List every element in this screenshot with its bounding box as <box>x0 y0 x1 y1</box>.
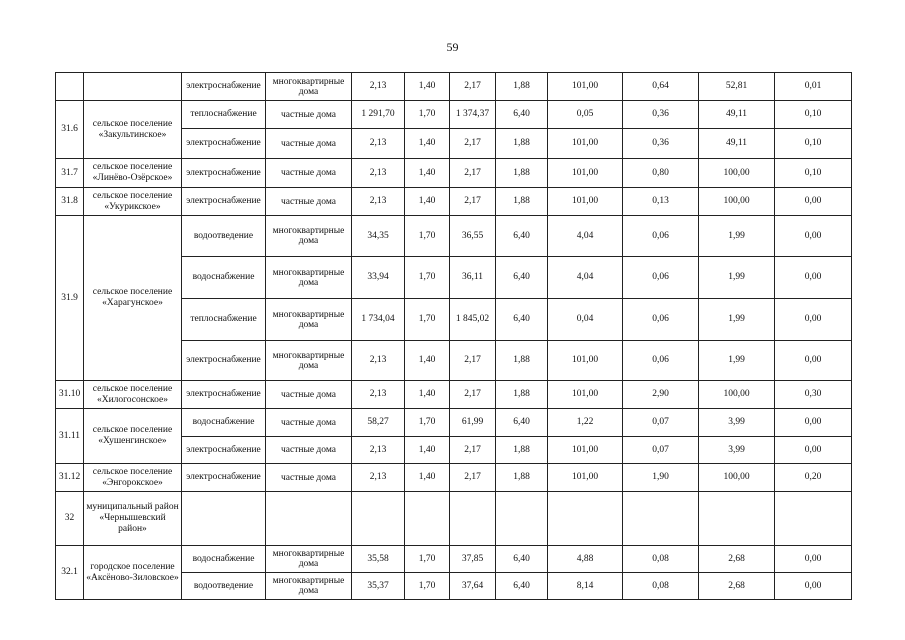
empty-cell <box>352 492 405 546</box>
value-cell: 100,00 <box>699 381 775 409</box>
value-cell: 2,13 <box>352 188 405 216</box>
service-cell: теплоснабжение <box>182 101 266 129</box>
settlement-cell <box>84 73 182 101</box>
empty-cell <box>450 492 496 546</box>
row-number-cell: 31.10 <box>56 381 84 409</box>
value-cell: 1,40 <box>405 159 450 188</box>
empty-cell <box>182 492 266 546</box>
table-row <box>56 216 852 257</box>
table-row <box>56 159 852 188</box>
value-cell: 0,36 <box>623 101 699 129</box>
value-cell: 8,14 <box>548 573 623 600</box>
value-cell: 35,37 <box>352 573 405 600</box>
value-cell: 1,88 <box>496 188 548 216</box>
tariff-table <box>55 72 852 600</box>
value-cell: 1,88 <box>496 341 548 381</box>
value-cell: 1,70 <box>405 216 450 257</box>
empty-cell <box>623 492 699 546</box>
value-cell: 2,17 <box>450 159 496 188</box>
value-cell: 2,13 <box>352 129 405 159</box>
row-number-cell: 31.6 <box>56 101 84 159</box>
value-cell: 1,88 <box>496 381 548 409</box>
value-cell: 37,64 <box>450 573 496 600</box>
value-cell: 1,99 <box>699 299 775 341</box>
value-cell: 58,27 <box>352 409 405 437</box>
value-cell: 6,40 <box>496 409 548 437</box>
service-cell: водоотведение <box>182 216 266 257</box>
row-number-cell: 32.1 <box>56 546 84 600</box>
table-row <box>56 492 852 546</box>
value-cell: 0,08 <box>623 546 699 573</box>
value-cell: 1,40 <box>405 464 450 492</box>
value-cell: 1,88 <box>496 464 548 492</box>
value-cell: 2,17 <box>450 381 496 409</box>
value-cell: 33,94 <box>352 257 405 299</box>
value-cell: 6,40 <box>496 546 548 573</box>
value-cell: 0,00 <box>775 437 852 464</box>
empty-cell <box>405 492 450 546</box>
value-cell: 1,22 <box>548 409 623 437</box>
building-cell: частные дома <box>266 159 352 188</box>
empty-cell <box>266 492 352 546</box>
value-cell: 52,81 <box>699 73 775 101</box>
value-cell: 2,17 <box>450 129 496 159</box>
value-cell: 0,00 <box>775 546 852 573</box>
building-cell: многоквартирные дома <box>266 341 352 381</box>
building-cell: частные дома <box>266 437 352 464</box>
value-cell: 1,88 <box>496 129 548 159</box>
row-number-cell: 32 <box>56 492 84 546</box>
value-cell: 2,13 <box>352 73 405 101</box>
building-cell: частные дома <box>266 129 352 159</box>
value-cell: 101,00 <box>548 159 623 188</box>
row-number-cell: 31.12 <box>56 464 84 492</box>
value-cell: 61,99 <box>450 409 496 437</box>
value-cell: 101,00 <box>548 341 623 381</box>
value-cell: 37,85 <box>450 546 496 573</box>
value-cell: 2,13 <box>352 381 405 409</box>
settlement-cell: сельское поселение «Линёво-Озёрское» <box>84 159 182 188</box>
table-row <box>56 381 852 409</box>
value-cell: 1 374,37 <box>450 101 496 129</box>
service-cell: электроснабжение <box>182 129 266 159</box>
value-cell: 0,08 <box>623 573 699 600</box>
value-cell: 4,04 <box>548 216 623 257</box>
value-cell: 1,70 <box>405 409 450 437</box>
settlement-cell: сельское поселение «Закультинское» <box>84 101 182 159</box>
value-cell: 1,88 <box>496 73 548 101</box>
row-number-cell <box>56 73 84 101</box>
value-cell: 2,13 <box>352 464 405 492</box>
value-cell: 101,00 <box>548 188 623 216</box>
value-cell: 0,10 <box>775 129 852 159</box>
settlement-cell: сельское поселение «Укурикское» <box>84 188 182 216</box>
building-cell: частные дома <box>266 409 352 437</box>
value-cell: 1,40 <box>405 341 450 381</box>
value-cell: 0,07 <box>623 409 699 437</box>
value-cell: 101,00 <box>548 464 623 492</box>
value-cell: 100,00 <box>699 188 775 216</box>
value-cell: 1 845,02 <box>450 299 496 341</box>
value-cell: 0,10 <box>775 101 852 129</box>
table-row <box>56 464 852 492</box>
service-cell: электроснабжение <box>182 188 266 216</box>
value-cell: 1,99 <box>699 341 775 381</box>
value-cell: 6,40 <box>496 573 548 600</box>
value-cell: 0,00 <box>775 299 852 341</box>
value-cell: 0,30 <box>775 381 852 409</box>
value-cell: 2,13 <box>352 159 405 188</box>
service-cell: электроснабжение <box>182 381 266 409</box>
value-cell: 0,13 <box>623 188 699 216</box>
settlement-cell: сельское поселение «Харагунское» <box>84 216 182 381</box>
table-row <box>56 101 852 129</box>
settlement-cell: сельское поселение «Хушенгинское» <box>84 409 182 464</box>
value-cell: 100,00 <box>699 159 775 188</box>
value-cell: 36,11 <box>450 257 496 299</box>
empty-cell <box>775 492 852 546</box>
table-row <box>56 73 852 101</box>
value-cell: 2,68 <box>699 546 775 573</box>
value-cell: 3,99 <box>699 409 775 437</box>
value-cell: 6,40 <box>496 257 548 299</box>
value-cell: 101,00 <box>548 129 623 159</box>
table-row <box>56 546 852 573</box>
value-cell: 0,05 <box>548 101 623 129</box>
table-row <box>56 188 852 216</box>
value-cell: 6,40 <box>496 216 548 257</box>
value-cell: 101,00 <box>548 437 623 464</box>
value-cell: 1 734,04 <box>352 299 405 341</box>
row-number-cell: 31.8 <box>56 188 84 216</box>
value-cell: 1,70 <box>405 546 450 573</box>
empty-cell <box>548 492 623 546</box>
value-cell: 0,00 <box>775 216 852 257</box>
building-cell: частные дома <box>266 188 352 216</box>
value-cell: 2,17 <box>450 73 496 101</box>
value-cell: 1,40 <box>405 73 450 101</box>
value-cell: 36,55 <box>450 216 496 257</box>
service-cell: водоснабжение <box>182 257 266 299</box>
value-cell: 1,70 <box>405 573 450 600</box>
value-cell: 0,00 <box>775 573 852 600</box>
value-cell: 0,36 <box>623 129 699 159</box>
value-cell: 101,00 <box>548 381 623 409</box>
value-cell: 0,10 <box>775 159 852 188</box>
value-cell: 0,00 <box>775 341 852 381</box>
building-cell: частные дома <box>266 381 352 409</box>
row-number-cell: 31.11 <box>56 409 84 464</box>
service-cell: электроснабжение <box>182 437 266 464</box>
value-cell: 2,13 <box>352 341 405 381</box>
value-cell: 6,40 <box>496 101 548 129</box>
value-cell: 1,70 <box>405 257 450 299</box>
value-cell: 3,99 <box>699 437 775 464</box>
value-cell: 0,07 <box>623 437 699 464</box>
value-cell: 1,70 <box>405 299 450 341</box>
building-cell: многоквартирные дома <box>266 573 352 600</box>
service-cell: водоснабжение <box>182 409 266 437</box>
value-cell: 0,00 <box>775 257 852 299</box>
value-cell: 0,04 <box>548 299 623 341</box>
value-cell: 2,90 <box>623 381 699 409</box>
value-cell: 4,88 <box>548 546 623 573</box>
value-cell: 1,40 <box>405 129 450 159</box>
value-cell: 2,17 <box>450 341 496 381</box>
page-number: 59 <box>446 40 459 54</box>
service-cell: водоснабжение <box>182 546 266 573</box>
value-cell: 34,35 <box>352 216 405 257</box>
service-cell: электроснабжение <box>182 341 266 381</box>
value-cell: 2,13 <box>352 437 405 464</box>
value-cell: 0,00 <box>775 409 852 437</box>
value-cell: 0,20 <box>775 464 852 492</box>
row-number-cell: 31.9 <box>56 216 84 381</box>
value-cell: 49,11 <box>699 101 775 129</box>
empty-cell <box>699 492 775 546</box>
service-cell: электроснабжение <box>182 73 266 101</box>
value-cell: 0,06 <box>623 257 699 299</box>
value-cell: 1,99 <box>699 216 775 257</box>
value-cell: 0,06 <box>623 299 699 341</box>
settlement-cell: муниципальный район «Чернышевский район» <box>84 492 182 546</box>
value-cell: 0,80 <box>623 159 699 188</box>
value-cell: 0,06 <box>623 216 699 257</box>
service-cell: водоотведение <box>182 573 266 600</box>
value-cell: 1,90 <box>623 464 699 492</box>
value-cell: 1 291,70 <box>352 101 405 129</box>
value-cell: 1,88 <box>496 437 548 464</box>
table-row <box>56 409 852 437</box>
value-cell: 2,17 <box>450 437 496 464</box>
building-cell: многоквартирные дома <box>266 299 352 341</box>
value-cell: 1,99 <box>699 257 775 299</box>
value-cell: 0,00 <box>775 188 852 216</box>
value-cell: 1,40 <box>405 188 450 216</box>
value-cell: 49,11 <box>699 129 775 159</box>
service-cell: теплоснабжение <box>182 299 266 341</box>
settlement-cell: городское поселение «Аксёново-Зиловское» <box>84 546 182 600</box>
value-cell: 0,06 <box>623 341 699 381</box>
building-cell: многоквартирные дома <box>266 216 352 257</box>
building-cell: многоквартирные дома <box>266 257 352 299</box>
value-cell: 2,68 <box>699 573 775 600</box>
value-cell: 1,40 <box>405 437 450 464</box>
building-cell: частные дома <box>266 464 352 492</box>
value-cell: 1,40 <box>405 381 450 409</box>
building-cell: многоквартирные дома <box>266 546 352 573</box>
value-cell: 0,01 <box>775 73 852 101</box>
value-cell: 35,58 <box>352 546 405 573</box>
building-cell: частные дома <box>266 101 352 129</box>
value-cell: 4,04 <box>548 257 623 299</box>
value-cell: 1,70 <box>405 101 450 129</box>
row-number-cell: 31.7 <box>56 159 84 188</box>
settlement-cell: сельское поселение «Энгорокское» <box>84 464 182 492</box>
value-cell: 1,88 <box>496 159 548 188</box>
building-cell: многоквартирные дома <box>266 73 352 101</box>
service-cell: электроснабжение <box>182 159 266 188</box>
value-cell: 2,17 <box>450 188 496 216</box>
settlement-cell: сельское поселение «Хилогосонское» <box>84 381 182 409</box>
value-cell: 2,17 <box>450 464 496 492</box>
value-cell: 101,00 <box>548 73 623 101</box>
value-cell: 0,64 <box>623 73 699 101</box>
empty-cell <box>496 492 548 546</box>
value-cell: 100,00 <box>699 464 775 492</box>
service-cell: электроснабжение <box>182 464 266 492</box>
value-cell: 6,40 <box>496 299 548 341</box>
